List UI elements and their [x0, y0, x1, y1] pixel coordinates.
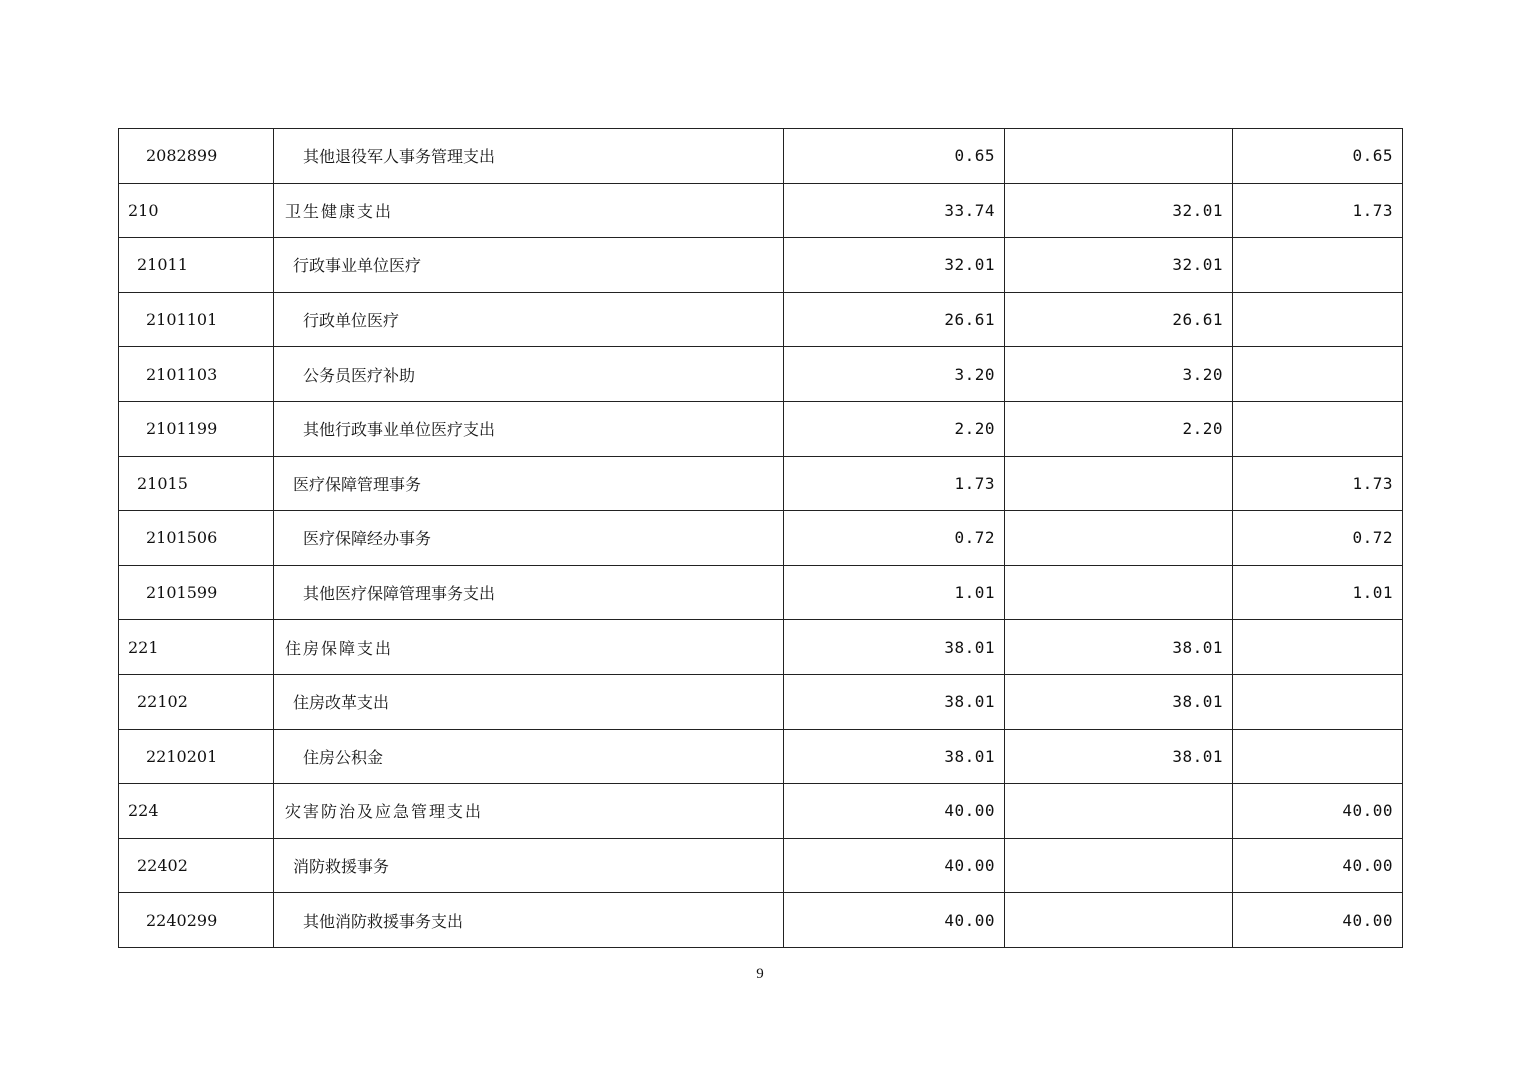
table-row	[119, 183, 1403, 238]
project-expenditure	[1233, 292, 1403, 347]
subject-name: 行政单位医疗	[274, 292, 784, 347]
table-row	[119, 893, 1403, 948]
subject-code: 2240299	[119, 893, 274, 948]
total-amount: 3.20	[784, 347, 1005, 402]
basic-expenditure: 3.20	[1005, 347, 1233, 402]
total-amount: 0.65	[784, 129, 1005, 184]
basic-expenditure: 26.61	[1005, 292, 1233, 347]
subject-name: 其他行政事业单位医疗支出	[274, 401, 784, 456]
table-row	[119, 838, 1403, 893]
subject-name: 住房保障支出	[274, 620, 784, 675]
total-amount: 1.73	[784, 456, 1005, 511]
subject-code: 2101101	[119, 292, 274, 347]
project-expenditure: 1.73	[1233, 183, 1403, 238]
total-amount: 1.01	[784, 565, 1005, 620]
basic-expenditure	[1005, 565, 1233, 620]
project-expenditure	[1233, 401, 1403, 456]
basic-expenditure	[1005, 893, 1233, 948]
subject-code: 2101506	[119, 511, 274, 566]
total-amount: 38.01	[784, 729, 1005, 784]
basic-expenditure	[1005, 129, 1233, 184]
subject-code: 2101199	[119, 401, 274, 456]
subject-code: 22402	[119, 838, 274, 893]
project-expenditure: 0.72	[1233, 511, 1403, 566]
table-row	[119, 784, 1403, 839]
subject-code: 210	[119, 183, 274, 238]
budget-expenditure-table	[118, 128, 1403, 948]
table-row	[119, 238, 1403, 293]
table-row	[119, 511, 1403, 566]
project-expenditure: 0.65	[1233, 129, 1403, 184]
table-row	[119, 729, 1403, 784]
project-expenditure	[1233, 729, 1403, 784]
total-amount: 40.00	[784, 784, 1005, 839]
table-row	[119, 401, 1403, 456]
basic-expenditure: 38.01	[1005, 620, 1233, 675]
table-row	[119, 129, 1403, 184]
project-expenditure: 40.00	[1233, 838, 1403, 893]
total-amount: 38.01	[784, 620, 1005, 675]
subject-code: 224	[119, 784, 274, 839]
project-expenditure: 1.01	[1233, 565, 1403, 620]
total-amount: 0.72	[784, 511, 1005, 566]
total-amount: 40.00	[784, 893, 1005, 948]
subject-code: 21015	[119, 456, 274, 511]
total-amount: 38.01	[784, 674, 1005, 729]
subject-name: 灾害防治及应急管理支出	[274, 784, 784, 839]
total-amount: 2.20	[784, 401, 1005, 456]
basic-expenditure: 32.01	[1005, 238, 1233, 293]
subject-code: 22102	[119, 674, 274, 729]
subject-code: 2101103	[119, 347, 274, 402]
table-row	[119, 347, 1403, 402]
total-amount: 33.74	[784, 183, 1005, 238]
subject-code: 221	[119, 620, 274, 675]
project-expenditure	[1233, 347, 1403, 402]
basic-expenditure: 32.01	[1005, 183, 1233, 238]
basic-expenditure	[1005, 456, 1233, 511]
project-expenditure: 40.00	[1233, 784, 1403, 839]
subject-name: 医疗保障经办事务	[274, 511, 784, 566]
table-row	[119, 674, 1403, 729]
table-row	[119, 620, 1403, 675]
subject-name: 消防救援事务	[274, 838, 784, 893]
subject-code: 2101599	[119, 565, 274, 620]
subject-code: 2082899	[119, 129, 274, 184]
subject-name: 卫生健康支出	[274, 183, 784, 238]
basic-expenditure	[1005, 784, 1233, 839]
basic-expenditure	[1005, 838, 1233, 893]
subject-name: 其他退役军人事务管理支出	[274, 129, 784, 184]
table-row	[119, 292, 1403, 347]
project-expenditure	[1233, 674, 1403, 729]
project-expenditure: 1.73	[1233, 456, 1403, 511]
table-row	[119, 565, 1403, 620]
basic-expenditure: 38.01	[1005, 674, 1233, 729]
project-expenditure	[1233, 620, 1403, 675]
total-amount: 32.01	[784, 238, 1005, 293]
subject-name: 住房改革支出	[274, 674, 784, 729]
total-amount: 26.61	[784, 292, 1005, 347]
table-row	[119, 456, 1403, 511]
subject-name: 行政事业单位医疗	[274, 238, 784, 293]
basic-expenditure	[1005, 511, 1233, 566]
subject-name: 公务员医疗补助	[274, 347, 784, 402]
subject-name: 住房公积金	[274, 729, 784, 784]
basic-expenditure: 38.01	[1005, 729, 1233, 784]
page-number: 9	[756, 966, 764, 982]
subject-name: 其他消防救援事务支出	[274, 893, 784, 948]
total-amount: 40.00	[784, 838, 1005, 893]
subject-name: 医疗保障管理事务	[274, 456, 784, 511]
basic-expenditure: 2.20	[1005, 401, 1233, 456]
subject-name: 其他医疗保障管理事务支出	[274, 565, 784, 620]
project-expenditure: 40.00	[1233, 893, 1403, 948]
subject-code: 2210201	[119, 729, 274, 784]
subject-code: 21011	[119, 238, 274, 293]
project-expenditure	[1233, 238, 1403, 293]
